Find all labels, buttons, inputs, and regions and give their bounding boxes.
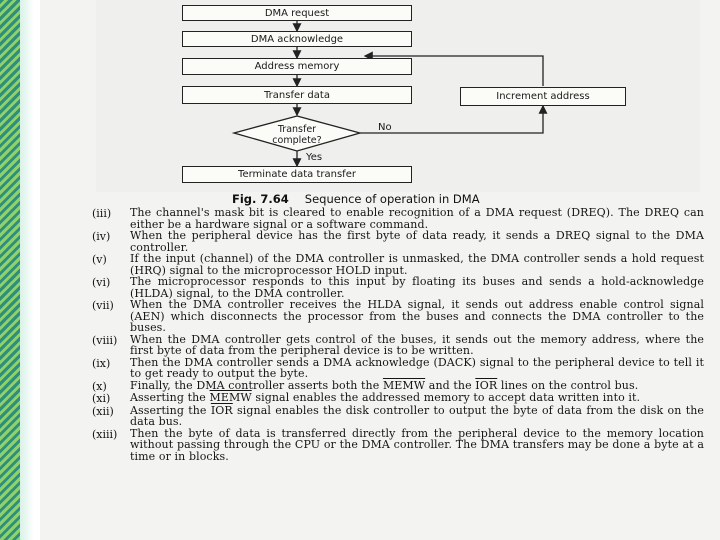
- ior-signal: $\overline{IOR}$: [210, 403, 233, 417]
- item-number: (iv): [92, 230, 111, 243]
- no-label: No: [378, 122, 392, 133]
- list-item: [92, 428, 704, 463]
- step-list: [92, 207, 704, 462]
- memw-signal: MEMW: [382, 378, 426, 392]
- figure-title: Sequence of operation in DMA: [304, 192, 480, 206]
- list-item: [92, 230, 704, 253]
- item-text: When the DMA controller receives the HLDA signal, it sends out address enable control signal (AEN) which disconnects the processor from the buses and connects the DMA controller to the buses.: [130, 298, 704, 334]
- item-number: (xiii): [92, 427, 118, 441]
- item-number: (xi): [92, 392, 111, 405]
- item-text: The microprocessor responds to this input by floating its buses and sends a hold-acknowledge (HLDA) signal, to the DMA controller.: [130, 275, 704, 300]
- list-item: [92, 357, 704, 380]
- list-item: [92, 253, 704, 276]
- flow-step-address-memory: [182, 58, 412, 75]
- flow-step-label: Increment address: [496, 91, 590, 102]
- item-number: (vi): [92, 276, 111, 289]
- flow-step-label: DMA acknowledge: [250, 33, 344, 45]
- figure-number: Fig. 7.64: [232, 192, 289, 206]
- decision-label: Transfer complete?: [272, 124, 322, 146]
- item-text: If the input (channel) of the DMA controller is unmasked, the DMA controller sends a hold request (HRQ) signal to the microprocessor HOLD input.: [130, 252, 704, 277]
- item-text: Then the DMA controller sends a DMA acknowledge (DACK) signal to the peripheral device to tell it to get ready to output the byte.: [130, 355, 704, 380]
- item-text: Then the byte of data is transferred directly from the peripheral device to the memory location without passing through the CPU or the DMA controller. The DMA transfers may be done a byte at a time or in blocks.: [130, 426, 704, 463]
- text-segment: Finally, the DMA controller asserts both the: [130, 378, 383, 392]
- flow-step-label: DMA request: [264, 7, 330, 19]
- text-segment: and the: [425, 378, 476, 392]
- item-text: When the DMA controller gets control of the buses, it sends out the memory address, where the first byte of data from the peripheral device is to be written.: [130, 332, 704, 357]
- text-segment: signal enables the addressed memory to accept data written into it.: [251, 391, 641, 404]
- flow-step-increment-address: [460, 87, 626, 106]
- item-number: (ix): [92, 356, 111, 370]
- flow-step-label: Terminate data transfer: [238, 169, 356, 180]
- flow-step-dma-acknowledge: [182, 31, 412, 47]
- list-item: [92, 207, 704, 230]
- list-item: [92, 299, 704, 334]
- item-number: (vii): [92, 299, 114, 312]
- text-segment: lines on the control bus.: [497, 378, 639, 392]
- memw-signal: MEMW: [209, 391, 252, 404]
- text-segment: signal enables the disk controller to output the byte of data from the disk on the data bus.: [130, 403, 705, 428]
- flow-step-transfer-data: [182, 86, 412, 104]
- text-segment: Asserting the: [130, 403, 211, 417]
- figure-caption: [232, 192, 480, 206]
- item-text: When the peripheral device has the first byte of data ready, it sends a DREQ signal to the DMA controller.: [130, 229, 704, 254]
- yes-label: Yes: [306, 152, 323, 163]
- list-item: [92, 405, 704, 428]
- item-number: (v): [92, 253, 107, 266]
- flow-step-terminate: [182, 166, 412, 183]
- item-number: (x): [92, 379, 107, 393]
- list-item: [92, 334, 704, 357]
- item-number: (viii): [92, 333, 118, 347]
- item-text: [130, 405, 704, 428]
- ior-signal: $\overline{IOR}$: [475, 378, 498, 392]
- item-number: (xii): [92, 404, 114, 418]
- item-number: (iii): [92, 207, 112, 220]
- text-segment: Asserting the: [130, 391, 210, 404]
- flow-step-dma-request: [182, 5, 412, 21]
- item-text: The channel's mask bit is cleared to enable recognition of a DMA request (DREQ). The DREQ can either be a hardware signal or a software command.: [130, 206, 704, 231]
- list-item: [92, 276, 704, 299]
- flow-step-label: Address memory: [254, 61, 340, 72]
- flow-step-label: Transfer data: [264, 89, 330, 101]
